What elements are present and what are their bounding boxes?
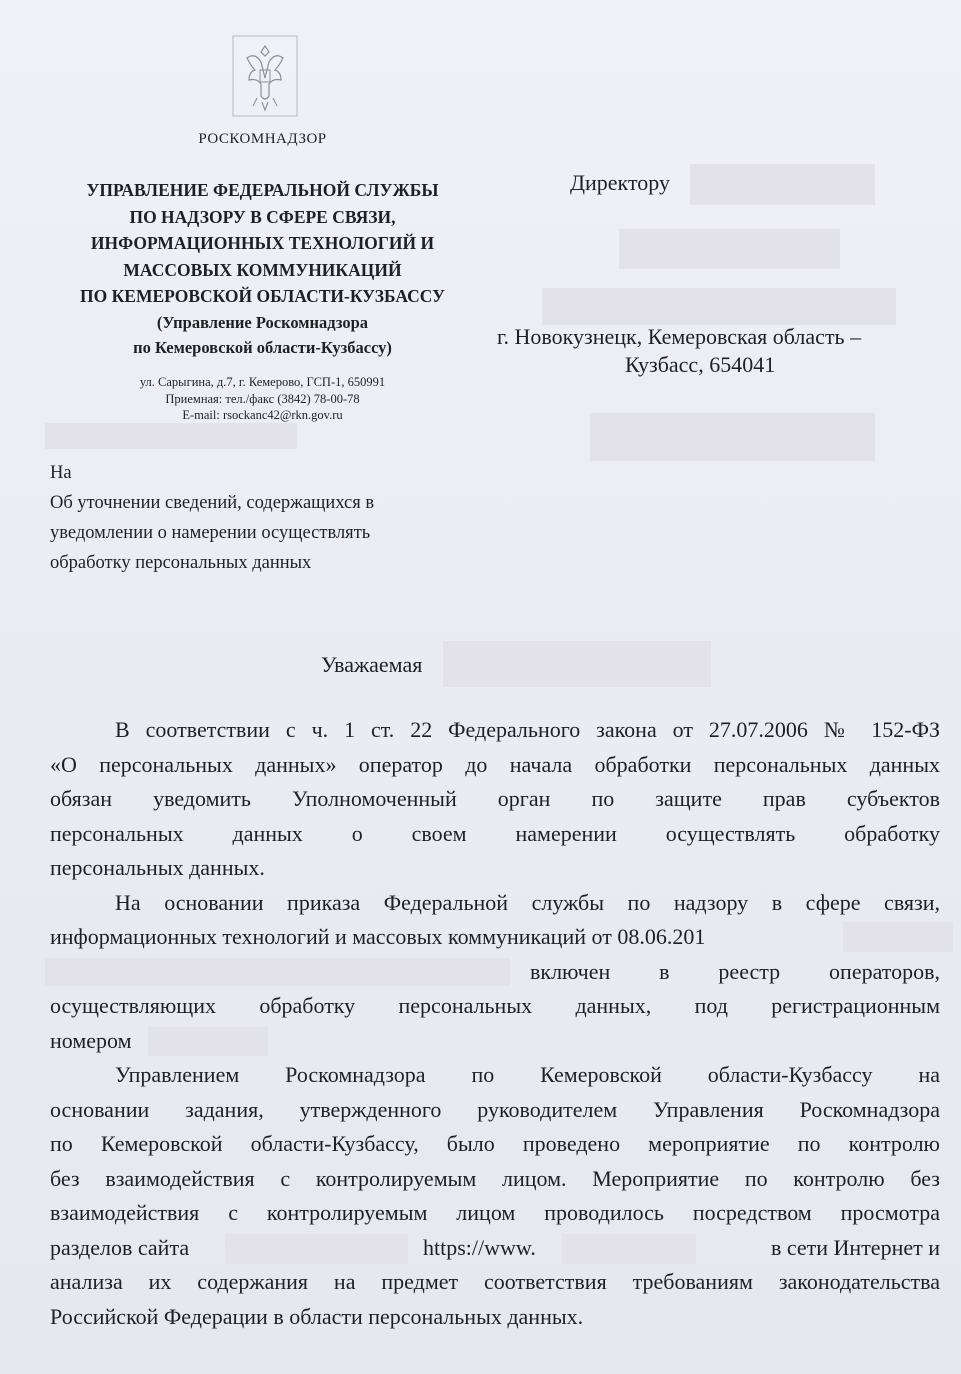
body-line-text: в сети Интернет и (770, 1234, 940, 1260)
site-url-text: https://www. (423, 1234, 536, 1260)
agency-contacts (80, 374, 445, 424)
agency-short-name (60, 310, 465, 360)
agency-address: ул. Сарыгина, д.7, г. Кемерово, ГСП-1, 650991 (139, 375, 386, 389)
body-line: В соответствии с ч. 1 ст. 22 Федерального закона от 27.07.2006 № 152-ФЗ (115, 717, 940, 742)
body-line: Управлением Роскомнадзора по Кемеровской области-Кузбассу на (115, 1062, 940, 1087)
body-line: основании задания, утвержденного руководителем Управления Роскомнадзора (50, 1096, 940, 1122)
reference-block (50, 458, 490, 578)
subject-line: обработку персональных данных (50, 553, 312, 573)
agency-short-line: по Кемеровской области-Кузбассу) (133, 338, 392, 357)
body-line-text: информационных технологий и массовых коммуникаций от 08.06.201 (50, 924, 706, 949)
agency-line: ПО НАДЗОРУ В СФЕРЕ СВЯЗИ, (129, 206, 396, 227)
body-line: взаимодействия с контролируемым лицом проводилось посредством просмотра (50, 1200, 940, 1225)
recipient-address-line1: г. Новокузнецк, Кемеровская область – (497, 324, 862, 349)
redacted-recipient-email (590, 413, 875, 461)
body-line: анализа их содержания на предмет соответствия требованиям законодательства (50, 1269, 940, 1294)
recipient-address-line2: Кузбасс, 654041 (625, 352, 776, 377)
body-line: осуществляющих обработку персональных данных, под регистрационным (50, 993, 940, 1018)
body-line (50, 1231, 940, 1266)
agency-name-full (40, 177, 485, 310)
redacted-registration-number (148, 1027, 268, 1056)
redacted-outgoing-number (45, 423, 297, 449)
redacted-site-domain (562, 1234, 696, 1264)
body-line: Российской Федерации в области персональных данных. (50, 1303, 584, 1329)
body-line: обязан уведомить Уполномоченный орган по защите прав субъектов (50, 786, 940, 811)
body-line: номером (50, 1027, 132, 1053)
body-line: без взаимодействия с контролируемым лицом. Мероприятие по контролю без (50, 1165, 940, 1191)
redacted-recipient-street (542, 288, 896, 325)
body-line-text: разделов сайта (50, 1234, 190, 1260)
letter-body (50, 713, 940, 1334)
body-line (50, 920, 940, 955)
subject-line: уведомлении о намерении осуществлять (50, 523, 371, 543)
redacted-site-name (225, 1234, 408, 1264)
body-line: включен в реестр операторов, (530, 958, 940, 984)
redacted-addressee-name (443, 641, 711, 687)
body-line: по Кемеровской области-Кузбассу, было проведено мероприятие по контролю (50, 1131, 940, 1156)
body-line: На основании приказа Федеральной службы по надзору в сфере связи, (115, 889, 940, 915)
reference-na: На (50, 463, 72, 483)
redacted-order-date (843, 922, 953, 952)
salutation: Уважаемая (321, 652, 423, 677)
agency-name-short: РОСКОМНАДЗОР (198, 131, 327, 147)
agency-line: ПО КЕМЕРОВСКОЙ ОБЛАСТИ-КУЗБАССУ (80, 286, 445, 306)
subject-line: Об уточнении сведений, содержащихся в (50, 493, 375, 513)
agency-line: ИНФОРМАЦИОННЫХ ТЕХНОЛОГИЙ И (90, 233, 435, 253)
agency-short-line: (Управление Роскомнадзора (156, 313, 369, 332)
coat-of-arms-emblem (229, 32, 301, 120)
redacted-recipient-name (690, 164, 875, 205)
agency-line: МАССОВЫХ КОММУНИКАЦИЙ (123, 259, 402, 280)
redacted-recipient-org (619, 229, 840, 269)
agency-email: E-mail: rsockanc42@rkn.gov.ru (182, 408, 343, 422)
agency-phone: Приемная: тел./факс (3842) 78-00-78 (165, 391, 360, 406)
agency-line: УПРАВЛЕНИЕ ФЕДЕРАЛЬНОЙ СЛУЖБЫ (86, 180, 439, 200)
body-line: персональных данных о своем намерении осуществлять обработку (50, 820, 940, 846)
redacted-order-number (45, 958, 510, 986)
body-line: персональных данных. (50, 855, 265, 880)
body-line: «О персональных данных» оператор до начала обработки персональных данных (50, 751, 940, 777)
recipient-title: Директору (570, 170, 670, 195)
